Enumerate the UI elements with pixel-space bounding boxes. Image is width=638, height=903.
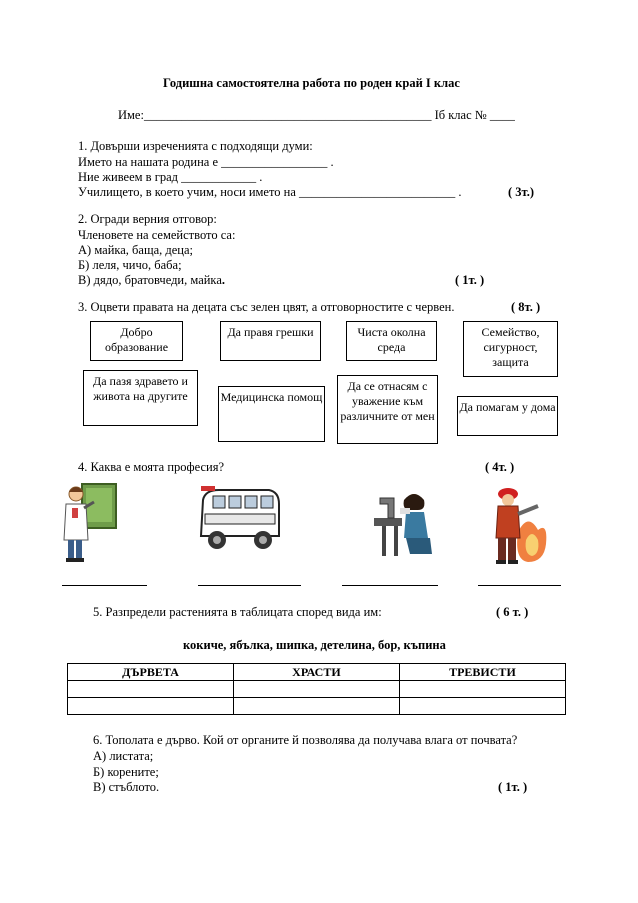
q1-line1: Името на нашата родина е _________________ . bbox=[78, 155, 334, 169]
column-trees: ДЪРВЕТА bbox=[68, 664, 234, 681]
rights-box-environment: Чиста околна среда bbox=[346, 321, 437, 361]
q3-points: ( 8т. ) bbox=[511, 300, 541, 314]
q2-subheading: Членовете на семейството са: bbox=[78, 228, 236, 242]
column-herbs: ТРЕВИСТИ bbox=[399, 664, 565, 681]
table-row[interactable] bbox=[68, 698, 566, 715]
cell[interactable] bbox=[68, 698, 234, 715]
answer-line-1[interactable] bbox=[62, 585, 147, 586]
q2-option-b: Б) леля, чичо, баба; bbox=[78, 258, 182, 272]
seamstress-icon bbox=[370, 488, 438, 562]
q2-points: ( 1т. ) bbox=[455, 273, 485, 287]
rights-box-medical: Медицинска помощ bbox=[218, 386, 325, 442]
q1-line3: Училището, в което учим, носи името на _________________________ . bbox=[78, 185, 462, 199]
q5-plants-list: кокиче, ябълка, шипка, детелина, бор, къпина bbox=[183, 638, 446, 652]
duties-box-help-home: Да помагам у дома bbox=[457, 396, 558, 436]
plants-table bbox=[67, 663, 566, 715]
q2-option-a: А) майка, баща, деца; bbox=[78, 243, 194, 257]
duties-box-health: Да пазя здравето и живота на другите bbox=[83, 370, 198, 426]
cell[interactable] bbox=[233, 681, 399, 698]
name-line: Име:______________________________________________ Iб клас № ____ bbox=[118, 108, 515, 122]
table-header-row bbox=[68, 664, 566, 681]
q1-heading: 1. Довърши изреченията с подходящи думи: bbox=[78, 139, 313, 153]
q2-option-c-end: . bbox=[221, 273, 225, 287]
answer-line-3[interactable] bbox=[342, 585, 438, 586]
doctor-icon bbox=[60, 478, 120, 566]
column-shrubs: ХРАСТИ bbox=[233, 664, 399, 681]
answer-line-2[interactable] bbox=[198, 585, 301, 586]
cell[interactable] bbox=[68, 681, 234, 698]
q4-heading: 4. Каква е моята професия? bbox=[78, 460, 225, 474]
q6-option-b: Б) корените; bbox=[93, 765, 159, 779]
q5-heading: 5. Разпредели растенията в таблицата според вида им: bbox=[93, 605, 382, 619]
rights-box-family: Семейство, сигурност, защита bbox=[463, 321, 558, 377]
q3-heading: 3. Оцвети правата на децата със зелен цвят, а отговорностите с червен. bbox=[78, 300, 455, 314]
answer-line-4[interactable] bbox=[478, 585, 561, 586]
cell[interactable] bbox=[399, 698, 565, 715]
q6-heading: 6. Тополата е дърво. Кой от органите й позволява да получава влага от почвата? bbox=[93, 733, 518, 747]
rights-box-mistakes: Да правя грешки bbox=[220, 321, 321, 361]
cell[interactable] bbox=[233, 698, 399, 715]
q6-option-a: А) листата; bbox=[93, 749, 154, 763]
q1-points: ( 3т.) bbox=[508, 185, 535, 199]
page-title: Годишна самостоятелна работа по роден край I клас bbox=[163, 76, 460, 90]
q4-points: ( 4т. ) bbox=[485, 460, 515, 474]
q2-heading: 2. Огради верния отговор: bbox=[78, 212, 217, 226]
rights-box-education: Добро образование bbox=[90, 321, 183, 361]
cell[interactable] bbox=[399, 681, 565, 698]
duties-box-respect: Да се отнасям с уважение към различните от мен bbox=[337, 375, 438, 444]
q1-line2: Ние живеем в град ____________ . bbox=[78, 170, 263, 184]
q2-option-c: В) дядо, братовчеди, майка bbox=[78, 273, 222, 287]
q5-points: ( 6 т. ) bbox=[496, 605, 529, 619]
table-row[interactable] bbox=[68, 681, 566, 698]
q6-option-c: В) стъблото. bbox=[93, 780, 160, 794]
firefighter-icon bbox=[488, 482, 552, 568]
bus-icon bbox=[195, 484, 285, 558]
q6-points: ( 1т. ) bbox=[498, 780, 528, 794]
